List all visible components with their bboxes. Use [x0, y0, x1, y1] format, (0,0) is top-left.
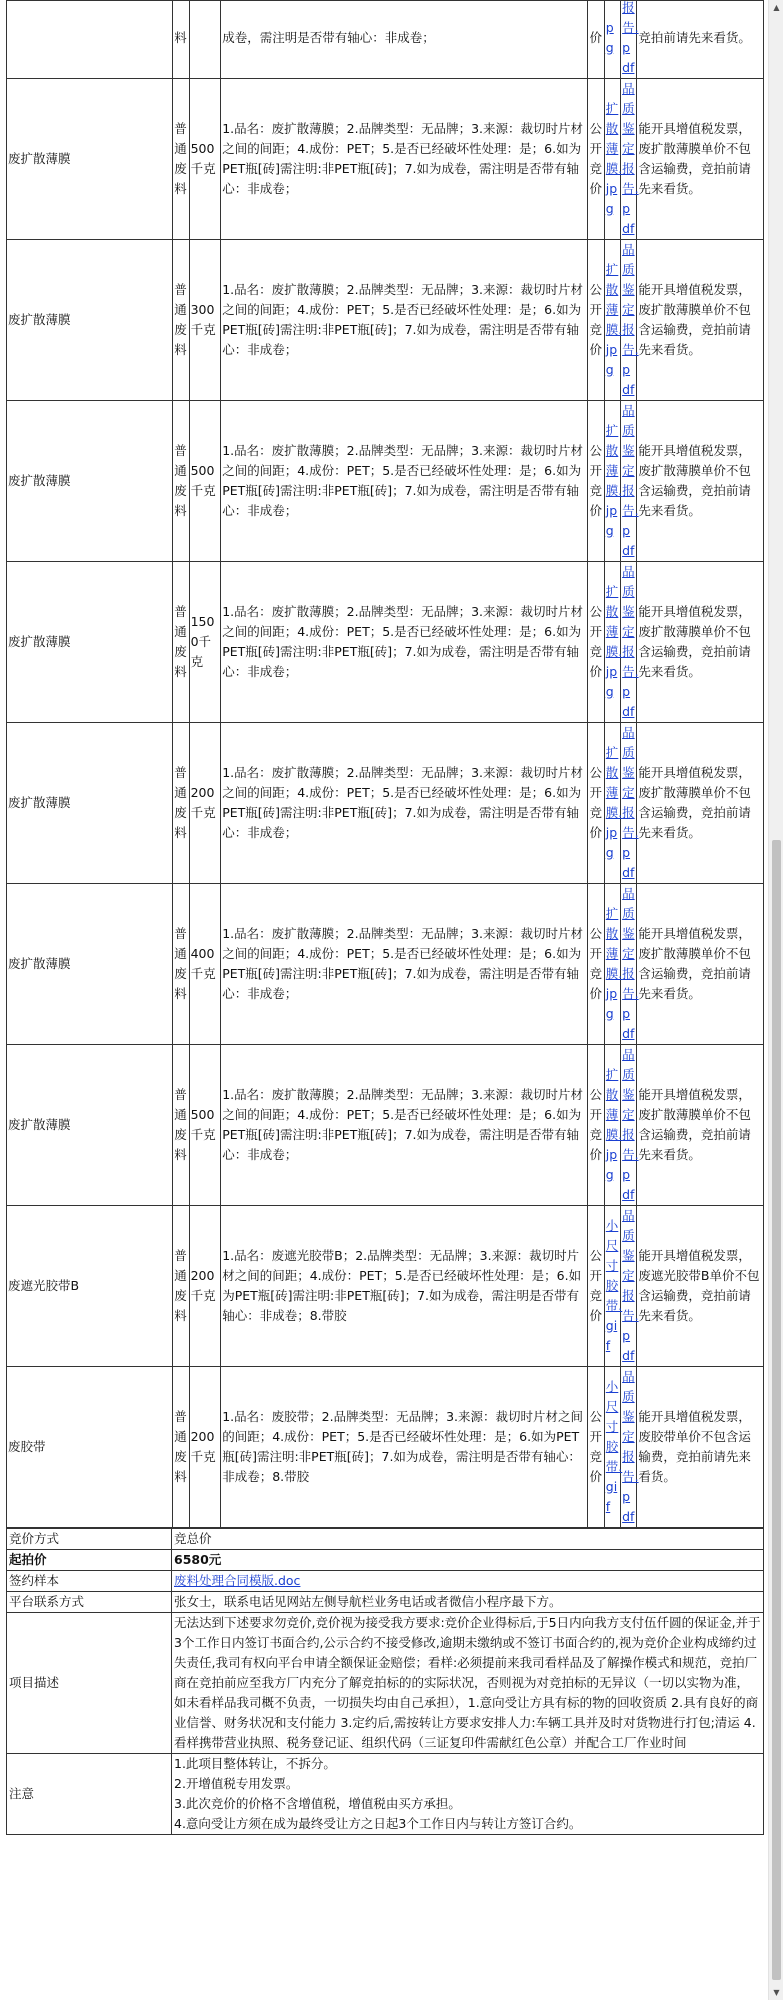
contact-value: 张女士，联系电话见网站左侧导航栏业务电话或者微信小程序最下方。 — [172, 1592, 764, 1613]
lot-category-cell: 普通废料 — [173, 884, 189, 1045]
table-row — [7, 1206, 764, 1367]
lot-report-cell — [621, 401, 637, 562]
lot-quantity-cell: 200千克 — [189, 723, 221, 884]
lot-name-cell: 废胶带 — [7, 1367, 173, 1528]
table-row — [7, 240, 764, 401]
note-line: 4.意向受让方须在成为最终受让方之日起3个工作日内与转让方签订合约。 — [174, 1816, 582, 1831]
lot-bid-mode-cell: 公开竞价 — [588, 1206, 604, 1367]
lot-quantity-cell: 300千克 — [189, 240, 221, 401]
lot-bid-mode-cell: 公开竞价 — [588, 1367, 604, 1528]
lot-description-cell: 1.品名：废扩散薄膜；2.品牌类型：无品牌；3.来源：裁切时片材之间的间距；4.成份：PET；5.是否已经破坏性处理：是；6.如为PET瓶[砖]需注明:非PET瓶[砖]；7.如为成卷，需注明是否带有轴心：非成卷； — [221, 240, 588, 401]
lot-quantity-cell: 500千克 — [189, 79, 221, 240]
lot-image-cell — [604, 884, 623, 1045]
continuation-report-link[interactable]: 报告.pdf — [622, 0, 639, 75]
lot-report-link[interactable]: 品质鉴定报告.pdf — [622, 403, 639, 558]
lot-category-cell: 普通废料 — [173, 1206, 189, 1367]
lot-category-cell: 普通废料 — [173, 240, 189, 401]
lot-image-cell — [604, 1367, 623, 1528]
lot-note-cell: 能开具增值税发票，废扩散薄膜单价不包含运输费，竞拍前请先来看货。 — [637, 884, 764, 1045]
lot-report-cell — [621, 1206, 637, 1367]
scroll-down-arrow-icon[interactable]: ▼ — [773, 1988, 780, 1997]
info-row-contact — [7, 1592, 764, 1613]
table-row — [7, 401, 764, 562]
info-row-start-price — [7, 1550, 764, 1571]
lot-image-link[interactable]: 扩散薄膜.jpg — [605, 584, 623, 699]
notes-label: 注意 — [7, 1754, 172, 1835]
table-row — [7, 723, 764, 884]
continuation-image-link[interactable]: pg — [605, 20, 614, 55]
lot-name-cell: 废扩散薄膜 — [7, 884, 173, 1045]
lot-bid-mode-cell: 公开竞价 — [588, 884, 604, 1045]
lot-bid-mode-cell: 公开竞价 — [588, 401, 604, 562]
lot-description-cell: 1.品名：废扩散薄膜；2.品牌类型：无品牌；3.来源：裁切时片材之间的间距；4.成份：PET；5.是否已经破坏性处理：是；6.如为PET瓶[砖]需注明:非PET瓶[砖]；7.如为成卷，需注明是否带有轴心：非成卷； — [221, 1045, 588, 1206]
table-row — [7, 562, 764, 723]
notes-cell — [172, 1754, 764, 1835]
lot-name-cell: 废扩散薄膜 — [7, 401, 173, 562]
lot-image-link[interactable]: 扩散薄膜.jpg — [605, 101, 623, 216]
lot-description-cell: 1.品名：废扩散薄膜；2.品牌类型：无品牌；3.来源：裁切时片材之间的间距；4.成份：PET；5.是否已经破坏性处理：是；6.如为PET瓶[砖]需注明:非PET瓶[砖]；7.如为成卷，需注明是否带有轴心：非成卷； — [221, 79, 588, 240]
lot-note-cell: 能开具增值税发票，废扩散薄膜单价不包含运输费，竞拍前请先来看货。 — [637, 401, 764, 562]
info-row-description — [7, 1613, 764, 1754]
info-row-bid-method — [7, 1529, 764, 1550]
lot-note-cell: 能开具增值税发票，废胶带单价不包含运输费，竞拍前请先来看货。 — [637, 1367, 764, 1528]
scroll-up-arrow-icon[interactable]: ▲ — [773, 3, 780, 12]
start-price-value: 6580元 — [172, 1550, 764, 1571]
bid-method-value: 竞总价 — [172, 1529, 764, 1550]
lot-quantity-cell: 200千克 — [189, 1206, 221, 1367]
lot-report-cell — [621, 562, 637, 723]
lot-note-cell: 能开具增值税发票，废扩散薄膜单价不包含运输费，竞拍前请先来看货。 — [637, 240, 764, 401]
continuation-name-cell — [7, 1, 173, 79]
start-price-label: 起拍价 — [7, 1550, 172, 1571]
lot-quantity-cell: 500千克 — [189, 1045, 221, 1206]
continuation-image-cell — [604, 1, 620, 79]
lot-report-cell — [621, 723, 637, 884]
contract-cell — [172, 1571, 764, 1592]
note-line: 3.此次竞价的价格不含增值税，增值税由买方承担。 — [174, 1796, 461, 1811]
lot-bid-mode-cell: 公开竞价 — [588, 1045, 604, 1206]
vertical-scrollbar[interactable] — [768, 0, 783, 2000]
lot-name-cell: 废扩散薄膜 — [7, 240, 173, 401]
lot-note-cell: 能开具增值税发票，废扩散薄膜单价不包含运输费，竞拍前请先来看货。 — [637, 79, 764, 240]
lot-description-cell: 1.品名：废扩散薄膜；2.品牌类型：无品牌；3.来源：裁切时片材之间的间距；4.成份：PET；5.是否已经破坏性处理：是；6.如为PET瓶[砖]需注明:非PET瓶[砖]；7.如为成卷，需注明是否带有轴心：非成卷； — [221, 723, 588, 884]
lot-category-cell: 普通废料 — [173, 723, 189, 884]
description-label: 项目描述 — [7, 1613, 172, 1754]
lot-description-cell: 1.品名：废遮光胶带B；2.品牌类型：无品牌；3.来源：裁切时片材之间的间距；4.成份：PET；5.是否已经破坏性处理：是；6.如为PET瓶[砖]需注明:非PET瓶[砖]；7.如为成卷，需注明是否带有轴心：非成卷；8.带胶 — [221, 1206, 588, 1367]
lot-report-link[interactable]: 品质鉴定报告.pdf — [622, 1208, 639, 1363]
table-row — [7, 1045, 764, 1206]
lot-image-link[interactable]: 扩散薄膜.jpg — [605, 423, 623, 538]
lot-report-link[interactable]: 品质鉴定报告.pdf — [622, 886, 639, 1041]
lot-description-cell: 1.品名：废扩散薄膜；2.品牌类型：无品牌；3.来源：裁切时片材之间的间距；4.成份：PET；5.是否已经破坏性处理：是；6.如为PET瓶[砖]需注明:非PET瓶[砖]；7.如为成卷，需注明是否带有轴心：非成卷； — [221, 401, 588, 562]
note-line: 2.开增值税专用发票。 — [174, 1776, 299, 1791]
lot-name-cell: 废扩散薄膜 — [7, 1045, 173, 1206]
bid-method-label: 竞价方式 — [7, 1529, 172, 1550]
lot-bid-mode-cell: 公开竞价 — [588, 240, 604, 401]
lot-description-cell: 1.品名：废扩散薄膜；2.品牌类型：无品牌；3.来源：裁切时片材之间的间距；4.成份：PET；5.是否已经破坏性处理：是；6.如为PET瓶[砖]需注明:非PET瓶[砖]；7.如为成卷，需注明是否带有轴心：非成卷； — [221, 884, 588, 1045]
lot-report-link[interactable]: 品质鉴定报告.pdf — [622, 1047, 639, 1202]
lot-name-cell: 废扩散薄膜 — [7, 79, 173, 240]
lot-image-cell — [604, 1206, 623, 1367]
lot-note-cell: 能开具增值税发票，废扩散薄膜单价不包含运输费，竞拍前请先来看货。 — [637, 562, 764, 723]
continuation-report-cell — [621, 1, 637, 79]
continuation-desc-cell: 成卷，需注明是否带有轴心：非成卷； — [221, 1, 588, 79]
lot-category-cell: 普通废料 — [173, 401, 189, 562]
lot-report-cell — [621, 1367, 637, 1528]
contact-label: 平台联系方式 — [7, 1592, 172, 1613]
lot-image-cell — [604, 240, 623, 401]
continuation-category-cell: 料 — [173, 1, 189, 79]
lot-bid-mode-cell: 公开竞价 — [588, 79, 604, 240]
lot-image-cell — [604, 79, 623, 240]
contract-template-link[interactable]: 废料处理合同模版.doc — [174, 1573, 301, 1588]
lot-quantity-cell: 500千克 — [189, 401, 221, 562]
lot-report-link[interactable]: 品质鉴定报告.pdf — [622, 242, 639, 397]
info-table — [6, 1528, 764, 1835]
scrollbar-thumb[interactable] — [772, 840, 781, 1980]
contract-label: 签约样本 — [7, 1571, 172, 1592]
continuation-qty-cell — [189, 1, 221, 79]
lot-quantity-cell: 1500千克 — [189, 562, 221, 723]
lot-image-cell — [604, 401, 623, 562]
lot-image-cell — [604, 723, 623, 884]
lot-image-link[interactable]: 小尺寸胶带.gif — [605, 1218, 623, 1353]
lot-quantity-cell: 400千克 — [189, 884, 221, 1045]
lot-image-link[interactable]: 小尺寸胶带.gif — [605, 1379, 623, 1514]
table-row-continuation — [7, 1, 764, 79]
lot-report-cell — [621, 240, 637, 401]
lot-image-link[interactable]: 扩散薄膜.jpg — [605, 906, 623, 1021]
lot-bid-mode-cell: 公开竞价 — [588, 562, 604, 723]
lot-image-link[interactable]: 扩散薄膜.jpg — [605, 1067, 623, 1182]
lot-category-cell: 普通废料 — [173, 1367, 189, 1528]
lots-table — [6, 0, 764, 1528]
lot-report-link[interactable]: 品质鉴定报告.pdf — [622, 725, 639, 880]
lot-image-cell — [604, 1045, 623, 1206]
lot-name-cell: 废扩散薄膜 — [7, 562, 173, 723]
lot-image-link[interactable]: 扩散薄膜.jpg — [605, 745, 623, 860]
description-value: 无法达到下述要求勿竞价,竞价视为接受我方要求:竞价企业得标后,于5日内向我方支付伍仟圆的保证金,并于3个工作日内签订书面合约,公示合约不接受修改,逾期未缴纳或不签订书面合约的,视为竞价企业构成缔约过失责任,我司有权向平台申请全额保证金赔偿；看样:必须提前来我司看样品及了解操作模式和规范，竞拍厂商在竞拍前应至我方厂内充分了解竞拍标的的实际状况，否则视为对竞拍标的无异议（一切以实物为准，如未看样品我司概不负责，一切损失均由自己承担），1.意向受让方具有标的物的回收资质 2.具有良好的商业信誉、财务状况和支付能力 3.定约后,需按转让方要求安排人力:车辆工具并及时对货物进行打包;清运 4.看样携带营业执照、税务登记证、组织代码（三证复印件需献红色公章）并配合工厂作业时间 — [172, 1613, 764, 1754]
continuation-mode-cell: 价 — [588, 1, 604, 79]
lot-category-cell: 普通废料 — [173, 562, 189, 723]
lot-category-cell: 普通废料 — [173, 1045, 189, 1206]
lot-image-link[interactable]: 扩散薄膜.jpg — [605, 262, 623, 377]
lot-note-cell: 能开具增值税发票，废扩散薄膜单价不包含运输费，竞拍前请先来看货。 — [637, 1045, 764, 1206]
lot-report-cell — [621, 884, 637, 1045]
note-line: 1.此项目整体转让，不拆分。 — [174, 1756, 336, 1771]
table-row — [7, 884, 764, 1045]
info-row-contract — [7, 1571, 764, 1592]
lot-category-cell: 普通废料 — [173, 79, 189, 240]
lot-image-cell — [604, 562, 623, 723]
lot-report-cell — [621, 1045, 637, 1206]
lot-bid-mode-cell: 公开竞价 — [588, 723, 604, 884]
table-row — [7, 79, 764, 240]
lot-description-cell: 1.品名：废扩散薄膜；2.品牌类型：无品牌；3.来源：裁切时片材之间的间距；4.成份：PET；5.是否已经破坏性处理：是；6.如为PET瓶[砖]需注明:非PET瓶[砖]；7.如为成卷，需注明是否带有轴心：非成卷； — [221, 562, 588, 723]
info-row-notes — [7, 1754, 764, 1835]
lot-report-link[interactable]: 品质鉴定报告.pdf — [622, 81, 639, 236]
lot-note-cell: 能开具增值税发票，废扩散薄膜单价不包含运输费，竞拍前请先来看货。 — [637, 723, 764, 884]
lot-report-link[interactable]: 品质鉴定报告.pdf — [622, 1369, 639, 1524]
continuation-note-cell: 竞拍前请先来看货。 — [637, 1, 764, 79]
table-row — [7, 1367, 764, 1528]
lot-report-cell — [621, 79, 637, 240]
lot-name-cell: 废遮光胶带B — [7, 1206, 173, 1367]
lot-note-cell: 能开具增值税发票，废遮光胶带B单价不包含运输费，竞拍前请先来看货。 — [637, 1206, 764, 1367]
lot-report-link[interactable]: 品质鉴定报告.pdf — [622, 564, 639, 719]
lot-name-cell: 废扩散薄膜 — [7, 723, 173, 884]
lot-quantity-cell: 200千克 — [189, 1367, 221, 1528]
lot-description-cell: 1.品名：废胶带；2.品牌类型：无品牌；3.来源：裁切时片材之间的间距；4.成份：PET；5.是否已经破坏性处理：是；6.如为PET瓶[砖]需注明:非PET瓶[砖]；7.如为成卷，需注明是否带有轴心：非成卷；8.带胶 — [221, 1367, 588, 1528]
